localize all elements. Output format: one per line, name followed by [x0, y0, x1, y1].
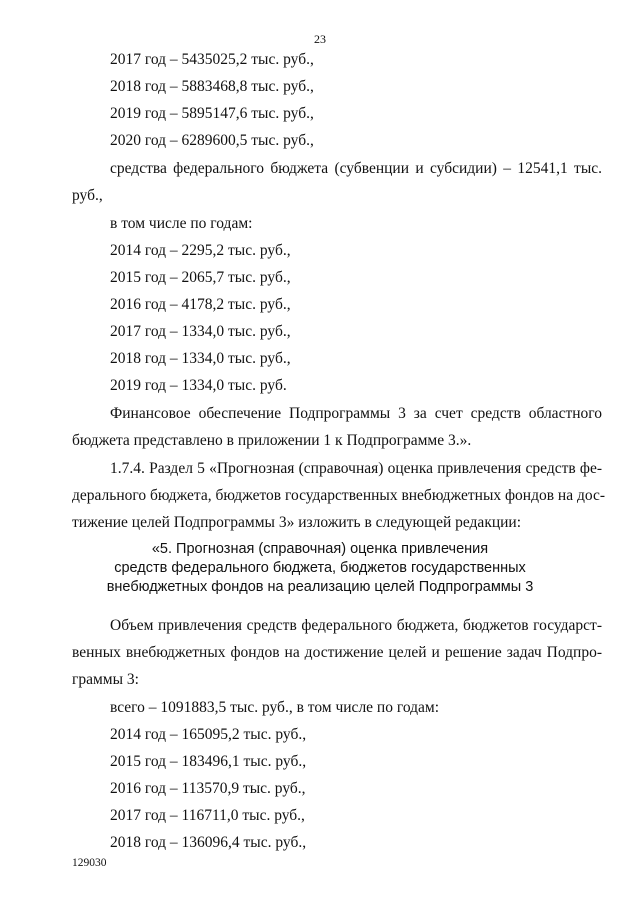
section-heading-line2: средств федерального бюджета, бюджетов государственных	[114, 560, 526, 576]
volume-year-2015: 2015 год – 183496,1 тыс. руб.,	[110, 753, 307, 770]
federal-year-2017: 2017 год – 1334,0 тыс. руб.,	[110, 323, 291, 340]
federal-year-2015: 2015 год – 2065,7 тыс. руб.,	[110, 269, 291, 286]
document-code: 129030	[72, 857, 107, 869]
section-paragraph-line3: тижение целей Подпрограммы 3» изложить в следующей редакции:	[72, 514, 522, 531]
year-line-2018: 2018 год – 5883468,8 тыс. руб.,	[110, 78, 314, 95]
section-heading-line3: внебюджетных фондов на реализацию целей Подпрограммы 3	[106, 579, 534, 595]
federal-year-2016: 2016 год – 4178,2 тыс. руб.,	[110, 296, 291, 313]
federal-year-2019: 2019 год – 1334,0 тыс. руб.	[110, 377, 287, 394]
federal-budget-line-cont: руб.,	[72, 187, 103, 204]
year-line-2019: 2019 год – 5895147,6 тыс. руб.,	[110, 105, 314, 122]
federal-year-2018: 2018 год – 1334,0 тыс. руб.,	[110, 350, 291, 367]
volume-year-2018: 2018 год – 136096,4 тыс. руб.,	[110, 834, 307, 851]
finance-paragraph-line2: бюджета представлено в приложении 1 к Подпрограмме 3.».	[72, 432, 472, 449]
federal-budget-line: средства федерального бюджета (субвенции и субсидии) – 12541,1 тыс.	[110, 160, 602, 177]
volume-year-2014: 2014 год – 165095,2 тыс. руб.,	[110, 726, 307, 743]
volume-year-2017: 2017 год – 116711,0 тыс. руб.,	[110, 807, 305, 824]
finance-paragraph-line1: Финансовое обеспечение Подпрограммы 3 за счет средств областного	[110, 405, 602, 422]
page-number: 23	[314, 32, 326, 46]
total-line: всего – 1091883,5 тыс. руб., в том числе по годам:	[110, 699, 440, 716]
section-paragraph-line2: дерального бюджета, бюджетов государственных внебюджетных фондов на дос-	[72, 487, 606, 504]
volume-paragraph-line1: Объем привлечения средств федерального бюджета, бюджетов государст-	[110, 617, 602, 634]
volume-paragraph-line3: граммы 3:	[72, 671, 139, 688]
volume-paragraph-line2: венных внебюджетных фондов на достижение целей и решение задач Подпро-	[72, 644, 602, 661]
year-line-2020: 2020 год – 6289600,5 тыс. руб.,	[110, 132, 314, 149]
volume-year-2016: 2016 год – 113570,9 тыс. руб.,	[110, 780, 306, 797]
section-paragraph-line1: 1.7.4. Раздел 5 «Прогнозная (справочная) оценка привлечения средств фе-	[110, 460, 602, 477]
year-line-2017: 2017 год – 5435025,2 тыс. руб.,	[110, 51, 314, 68]
including-years-label: в том числе по годам:	[110, 215, 253, 232]
federal-year-2014: 2014 год – 2295,2 тыс. руб.,	[110, 242, 291, 259]
section-heading-line1: «5. Прогнозная (справочная) оценка привлечения	[151, 541, 489, 557]
